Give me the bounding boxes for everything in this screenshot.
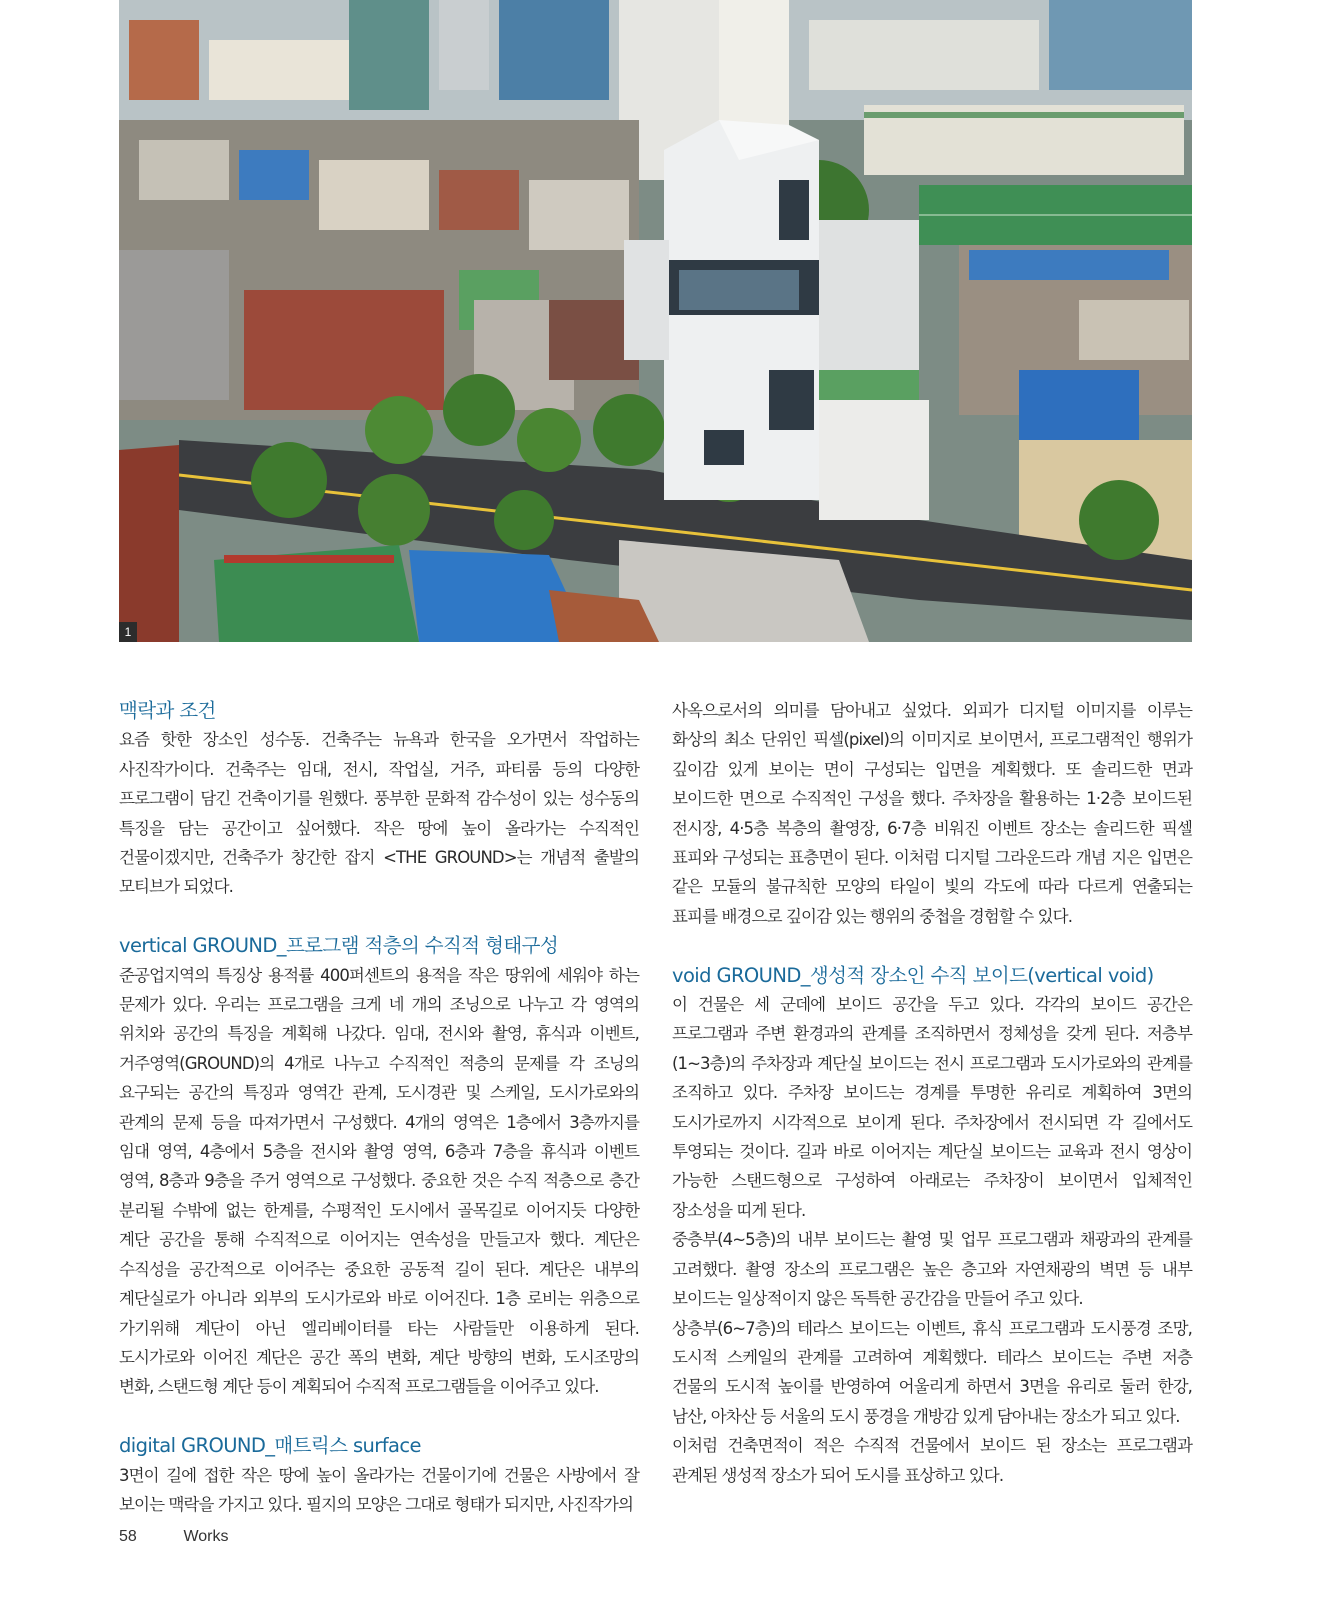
void-ground-paragraph-3: 상층부(6~7층)의 테라스 보이드는 이벤트, 휴식 프로그램과 도시풍경 조망, 도시적 스케일의 관계를 고려하여 계획했다. 테라스 보이드는 주변 저층 건물의 도시적 높이를 반영하여 어울리게 하면서 3면을 유리로 둘러 한강, 남산, 아차산 등 서울의 도시 풍경을 개방감 있게 담아내는 장소가 되고 있다. bbox=[672, 1318, 1192, 1426]
page-footer bbox=[119, 1528, 229, 1546]
aerial-photo bbox=[119, 0, 1192, 642]
figure-number: 1 bbox=[119, 622, 137, 642]
void-ground-paragraph-4: 이처럼 건축면적이 적은 수직적 건물에서 보이드 된 장소는 프로그램과 관계된 생성적 장소가 되어 도시를 표상하고 있다. bbox=[672, 1436, 1192, 1485]
aerial-city-photo-icon bbox=[119, 0, 1192, 642]
void-ground-paragraph-1: 이 건물은 세 군데에 보이드 공간을 두고 있다. 각각의 보이드 공간은 프로그램과 주변 환경과의 관계를 조직하면서 정체성을 갖게 된다. 저층부(1~3층)의 주차장과 계단실 보이드는 전시 프로그램과 도시가로와의 관계를 조직하고 있다. 주차장 보이드는 경계를 투명한 유리로 계획하여 3면의 도시가로까지 시각적으로 보이게 된다. 주차장에서 전시되면 각 길에서도 투영되는 것이다. 길과 바로 이어지는 계단실 보이드는 교육과 전시 영상이 가능한 스탠드형으로 구성하여 아래로는 주차장이 보이면서 입체적인 장소성을 띠게 된다. bbox=[672, 995, 1192, 1220]
digital-ground-continuation: 사옥으로서의 의미를 담아내고 싶었다. 외피가 디지털 이미지를 이루는 화상의 최소 단위인 픽셀(pixel)의 이미지로 보이면서, 프로그램적인 행위가 깊이감 있게 보이는 면이 구성되는 입면을 계획했다. 또 솔리드한 면과 보이드한 면으로 수직적인 구성을 했다. 주차장을 활용하는 1·2층 보이드된 전시장, 4·5층 복층의 촬영장, 6·7층 비워진 이벤트 장소는 솔리드한 픽셀 표피와 구성되는 표층면이 된다. 이처럼 디지털 그라운드라 개념 지은 입면은 같은 모듈의 불규칙한 모양의 타일이 빛의 각도에 따라 다르게 연출되는 표피를 배경으로 깊이감 있는 행위의 중첩을 경험할 수 있다. bbox=[672, 701, 1192, 926]
section-heading-vertical-ground: vertical GROUND_프로그램 적층의 수직적 형태구성 bbox=[119, 934, 559, 958]
section-body-vertical-ground: 준공업지역의 특징상 용적률 400퍼센트의 용적을 작은 땅위에 세워야 하는 문제가 있다. 우리는 프로그램을 크게 네 개의 조닝으로 나누고 각 영역의 위치와 공간의 특징을 계획해 나갔다. 임대, 전시와 촬영, 휴식과 이벤트, 거주영역(GROUND)의 4개로 나누고 수직적인 적층의 문제를 각 조닝의 요구되는 공간의 특징과 영역간 관계, 도시경관 및 스케일, 도시가로와의 관계의 문제 등을 따져가면서 구성했다. 4개의 영역은 1층에서 3층까지를 임대 영역, 4층에서 5층을 전시와 촬영 영역, 6층과 7층을 휴식과 이벤트 영역, 8층과 9층을 주거 영역으로 구성했다. 중요한 것은 수직 적층으로 층간 분리될 수밖에 없는 한계를, 수평적인 도시에서 골목길로 이어지듯 다양한 계단 공간을 통해 수직적으로 이어지는 연속성을 만들고자 했다. 계단은 수직성을 공간적으로 이어주는 중요한 공동적 길이 된다. 계단은 내부의 계단실로가 아니라 외부의 도시가로와 바로 이어진다. 1층 로비는 위층으로 가기위해 계단이 아닌 엘리베이터를 타는 사람들만 이용하게 된다. 도시가로와 이어진 계단은 공간 폭의 변화, 계단 방향의 변화, 도시조망의 변화, 스탠드형 계단 등이 계획되어 수직적 프로그램들을 이어주고 있다. bbox=[119, 965, 639, 1397]
void-ground-paragraph-2: 중층부(4~5층)의 내부 보이드는 촬영 및 업무 프로그램과 채광과의 관계를 고려했다. 촬영 장소의 프로그램은 높은 층고와 자연채광의 벽면 등 내부 보이드는 일상적이지 않은 독특한 공간감을 만들어 주고 있다. bbox=[672, 1230, 1192, 1309]
page-number: 58 bbox=[119, 1528, 137, 1545]
right-column bbox=[672, 696, 1192, 1490]
section-heading-void-ground: void GROUND_생성적 장소인 수직 보이드(vertical void) bbox=[672, 963, 1154, 987]
section-body-context: 요즘 핫한 장소인 성수동. 건축주는 뉴욕과 한국을 오가면서 작업하는 사진작가이다. 건축주는 임대, 전시, 작업실, 거주, 파티룸 등의 다양한 프로그램이 담긴 건축이기를 원했다. 풍부한 문화적 감수성이 있는 성수동의 특징을 담는 공간이고 싶어했다. 작은 땅에 높이 올라가는 수직적인 건물이겠지만, 건축주가 창간한 잡지 <THE GROUND>는 개념적 출발의 모티브가 되었다. bbox=[119, 730, 639, 897]
left-column bbox=[119, 696, 639, 1519]
section-label: Works bbox=[183, 1528, 229, 1545]
section-body-digital-ground: 3면이 길에 접한 작은 땅에 높이 올라가는 건물이기에 건물은 사방에서 잘 보이는 맥락을 가지고 있다. 필지의 모양은 그대로 형태가 되지만, 사진작가의 bbox=[119, 1465, 639, 1514]
section-heading-digital-ground: digital GROUND_매트릭스 surface bbox=[119, 1434, 421, 1458]
section-heading-context: 맥락과 조건 bbox=[119, 699, 216, 722]
